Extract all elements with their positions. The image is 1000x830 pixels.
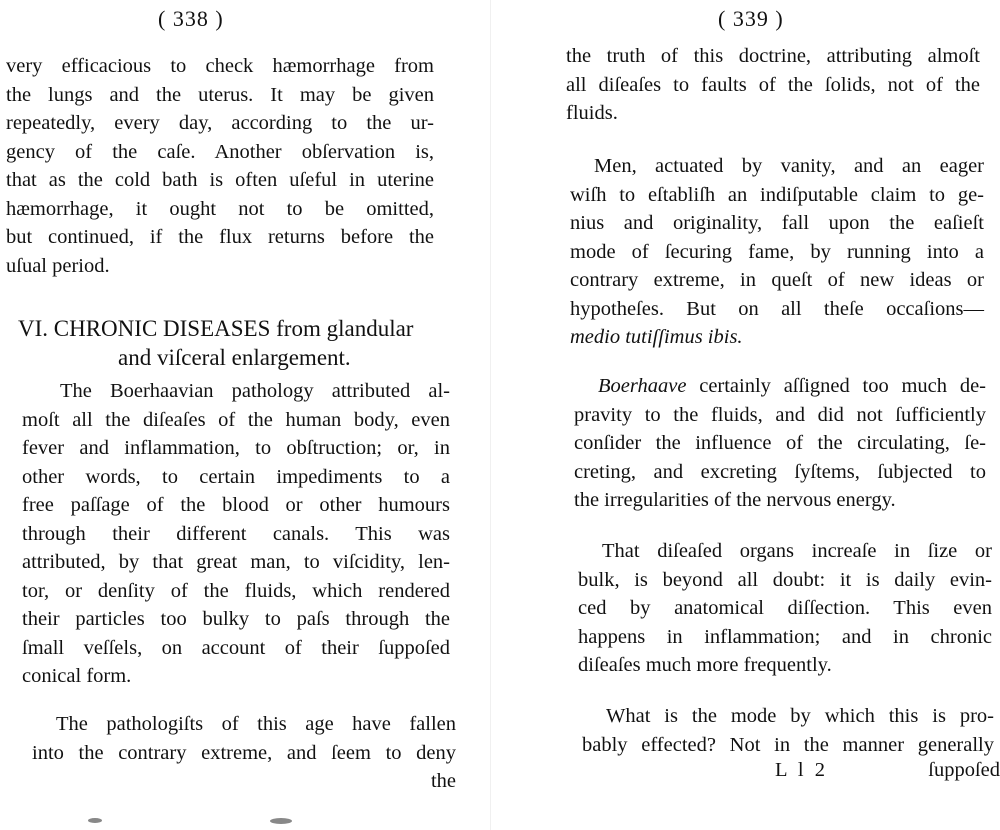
text-line: attributed, by that great man, to viſcidity, len-	[22, 551, 450, 573]
text-line: ſmall veſſels, on account of their ſuppoſed	[22, 636, 450, 659]
text-line: conſider the influence of the circulating, ſe-	[574, 432, 986, 454]
text-line: moſt all the diſeaſes of the human body, even	[22, 408, 450, 431]
text-line: the lungs and the uterus. It may be given	[6, 83, 434, 106]
signature-mark: L l 2	[775, 759, 828, 781]
page-number: ( 338 )	[158, 6, 224, 31]
text-line: hypotheſes. But on all theſe occaſions—	[570, 297, 984, 320]
catchword: ſuppoſed	[928, 759, 1000, 781]
text-line: hæmorrhage, it ought not to be omitted,	[6, 197, 434, 220]
paragraph	[32, 710, 456, 796]
paragraph	[6, 52, 434, 280]
text-line	[574, 372, 986, 401]
text-line: contrary extreme, in queſt of new ideas or	[570, 269, 984, 291]
text-line: What is the mode by which this is pro-	[606, 705, 994, 727]
text-line: conical form.	[22, 665, 132, 687]
heading-line: VI. CHRONIC DISEASES from glandular	[18, 316, 414, 341]
text-line: ced by anatomical diſſection. This even	[578, 597, 992, 619]
text-line: fever and inflammation, to obſtruction; or, in	[22, 437, 450, 459]
text-line: That diſeaſed organs increaſe in ſize or	[602, 540, 992, 562]
text-line: the irregularities of the nervous energy.	[574, 489, 896, 511]
paragraph	[574, 372, 986, 515]
text-line: The pathologiſts of this age have fallen	[56, 713, 456, 735]
text-line: happens in inflammation; and in chronic	[578, 625, 992, 648]
text-line: medio tutiſſimus ibis.	[570, 326, 743, 348]
ink-speck	[270, 818, 292, 824]
text-line: wiſh to eſtabliſh an indiſputable claim to ge-	[570, 183, 984, 206]
text-line: but continued, if the flux returns before the	[6, 226, 434, 248]
page-number: ( 339 )	[718, 6, 784, 31]
text-line: that as the cold bath is often uſeful in uterine	[6, 169, 434, 191]
text-line: fluids.	[566, 102, 618, 124]
italic-name: Boerhaave	[598, 375, 687, 397]
text-line: pravity to the fluids, and did not ſufficiently	[574, 403, 986, 426]
text-line: all diſeaſes to faults of the ſolids, not of the	[566, 73, 980, 96]
paragraph	[22, 377, 450, 691]
text-line: bulk, is beyond all doubt: it is daily evin-	[578, 568, 992, 591]
text-line: nius and originality, fall upon the eaſieſt	[570, 212, 984, 234]
paragraph	[570, 152, 984, 352]
text-line: gency of the caſe. Another obſervation is,	[6, 140, 434, 163]
paragraph	[578, 537, 992, 680]
text-line: Men, actuated by vanity, and an eager	[594, 155, 984, 177]
heading-line: and viſceral enlargement.	[118, 345, 351, 370]
text-span: certainly aſſigned too much de-	[686, 375, 986, 397]
catchword: the	[430, 770, 456, 792]
paragraph	[582, 702, 994, 759]
text-line: the truth of this doctrine, attributing almoſt	[566, 45, 980, 67]
text-line: their particles too bulky to paſs through the	[22, 608, 450, 630]
text-line: creting, and excreting ſyſtems, ſubjected to	[574, 460, 986, 483]
text-line: The Boerhaavian pathology attributed al-	[60, 380, 450, 402]
page-gutter	[490, 0, 491, 830]
ink-speck	[88, 818, 102, 823]
text-line: diſeaſes much more frequently.	[578, 654, 832, 676]
text-line: other words, to certain impediments to a	[22, 465, 450, 488]
right-page	[540, 0, 1000, 830]
text-line: very efficacious to check hæmorrhage from	[6, 55, 434, 77]
left-page	[0, 0, 470, 830]
text-line: bably effected? Not in the manner generally	[582, 733, 994, 756]
text-line: tor, or denſity of the fluids, which rendered	[22, 579, 450, 602]
text-line: mode of ſecuring fame, by running into a	[570, 240, 984, 263]
paragraph	[566, 42, 980, 128]
text-line: free paſſage of the blood or other humours	[22, 494, 450, 516]
text-line: into the contrary extreme, and ſeem to deny	[32, 741, 456, 764]
text-line: uſual period.	[6, 254, 110, 277]
section-heading	[18, 314, 448, 372]
text-line: repeatedly, every day, according to the ur-	[6, 112, 434, 134]
text-line: through their different canals. This was	[22, 522, 450, 545]
